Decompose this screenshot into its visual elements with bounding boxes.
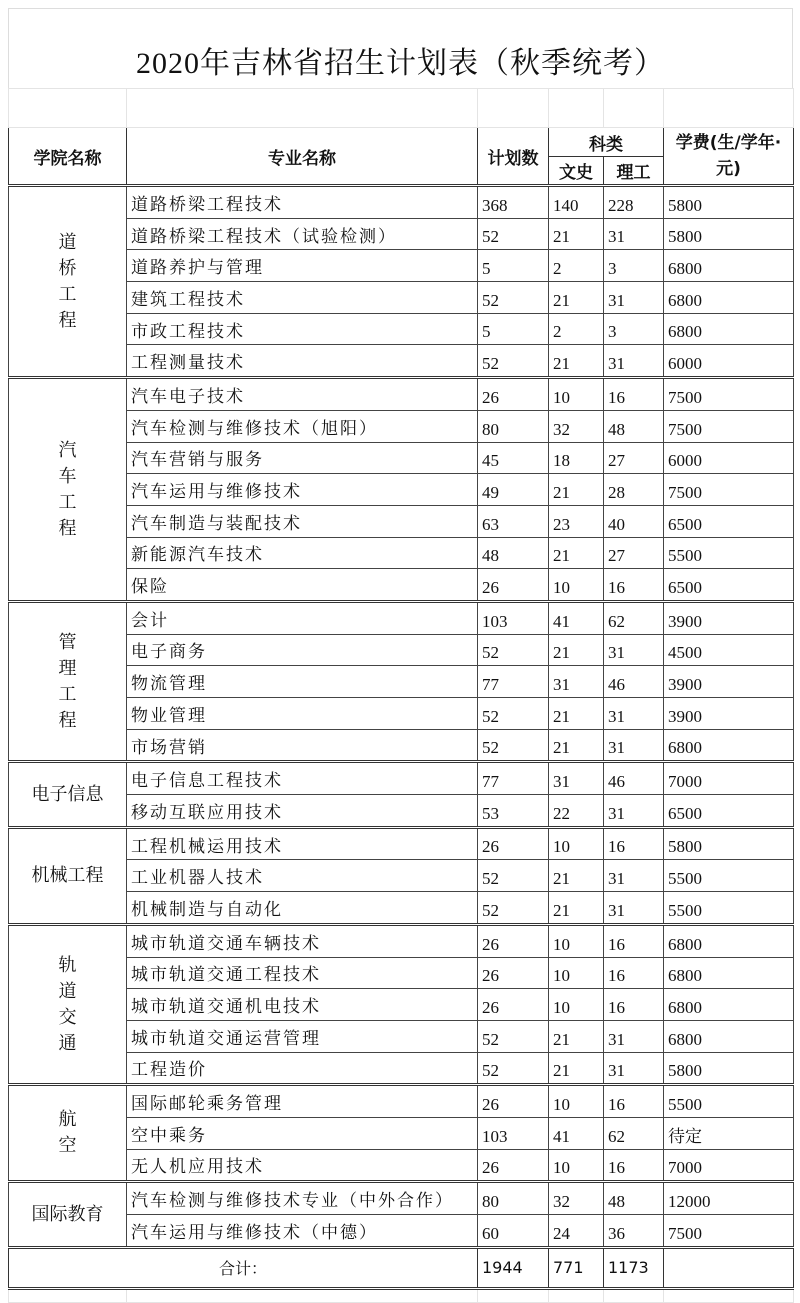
cell[interactable] [478, 1288, 549, 1302]
major-name[interactable]: 建筑工程技术 [127, 282, 478, 314]
major-name[interactable]: 道路养护与管理 [127, 250, 478, 282]
liberal-count[interactable]: 21 [549, 698, 604, 730]
liberal-count[interactable]: 10 [549, 569, 604, 602]
science-count[interactable]: 48 [604, 1182, 664, 1215]
major-name[interactable]: 汽车制造与装配技术 [127, 505, 478, 537]
major-name[interactable]: 物流管理 [127, 666, 478, 698]
science-count[interactable]: 16 [604, 1085, 664, 1118]
liberal-count[interactable]: 41 [549, 601, 604, 634]
tuition[interactable]: 5800 [664, 827, 794, 860]
plan-count[interactable]: 45 [478, 442, 549, 474]
science-count[interactable]: 31 [604, 282, 664, 314]
total-plan[interactable]: 1944 [478, 1247, 549, 1288]
table-row [9, 634, 794, 666]
liberal-count[interactable]: 32 [549, 1182, 604, 1215]
plan-count[interactable]: 77 [478, 762, 549, 795]
science-count[interactable]: 36 [604, 1215, 664, 1248]
total-row [9, 1247, 794, 1288]
liberal-count[interactable]: 21 [549, 634, 604, 666]
total-tuition[interactable] [664, 1247, 794, 1288]
plan-count[interactable]: 26 [478, 1085, 549, 1118]
header-tuition[interactable]: 学费(生/学年·元) [664, 128, 794, 186]
plan-count[interactable]: 53 [478, 795, 549, 828]
liberal-count[interactable]: 21 [549, 892, 604, 925]
major-name[interactable]: 市政工程技术 [127, 313, 478, 345]
liberal-count[interactable]: 21 [549, 282, 604, 314]
table-row [9, 345, 794, 378]
plan-count[interactable]: 5 [478, 313, 549, 345]
major-name[interactable]: 市场营销 [127, 729, 478, 762]
header-row [9, 128, 794, 157]
table-row [9, 1085, 794, 1118]
table-row [9, 989, 794, 1021]
liberal-count[interactable]: 22 [549, 795, 604, 828]
science-count[interactable]: 28 [604, 474, 664, 506]
liberal-count[interactable]: 21 [549, 345, 604, 378]
header-major[interactable]: 专业名称 [127, 128, 478, 186]
cell[interactable] [549, 89, 604, 128]
major-name[interactable]: 汽车运用与维修技术（中德） [127, 1215, 478, 1248]
cell[interactable] [127, 1288, 478, 1302]
table-row [9, 795, 794, 828]
major-name[interactable]: 城市轨道交通车辆技术 [127, 924, 478, 957]
tuition[interactable]: 5500 [664, 1085, 794, 1118]
science-count[interactable]: 31 [604, 860, 664, 892]
tuition[interactable]: 7500 [664, 410, 794, 442]
science-count[interactable]: 31 [604, 1020, 664, 1052]
plan-count[interactable]: 52 [478, 282, 549, 314]
major-name[interactable]: 新能源汽车技术 [127, 537, 478, 569]
plan-count[interactable]: 63 [478, 505, 549, 537]
tuition[interactable]: 7500 [664, 378, 794, 411]
plan-count[interactable]: 52 [478, 729, 549, 762]
header-category[interactable]: 科类 [549, 128, 664, 157]
tuition[interactable]: 7000 [664, 1149, 794, 1182]
major-name[interactable]: 汽车运用与维修技术 [127, 474, 478, 506]
table-body [9, 186, 794, 1248]
cell[interactable] [9, 89, 127, 128]
liberal-count[interactable]: 10 [549, 989, 604, 1021]
blank-row [9, 1288, 794, 1302]
liberal-count[interactable]: 21 [549, 729, 604, 762]
header-plan[interactable]: 计划数 [478, 128, 549, 186]
table-row [9, 186, 794, 219]
table-row [9, 1149, 794, 1182]
science-count[interactable]: 3 [604, 313, 664, 345]
table-row [9, 1020, 794, 1052]
table-row [9, 1117, 794, 1149]
header-science[interactable]: 理工 [604, 157, 664, 186]
plan-count[interactable]: 80 [478, 410, 549, 442]
science-count[interactable]: 3 [604, 250, 664, 282]
table-row [9, 601, 794, 634]
science-count[interactable]: 40 [604, 505, 664, 537]
plan-count[interactable]: 52 [478, 634, 549, 666]
tuition[interactable]: 6500 [664, 569, 794, 602]
liberal-count[interactable]: 24 [549, 1215, 604, 1248]
tuition[interactable]: 7000 [664, 762, 794, 795]
science-count[interactable]: 16 [604, 827, 664, 860]
college-name[interactable]: 道桥工程 [9, 186, 127, 378]
science-count[interactable]: 16 [604, 1149, 664, 1182]
liberal-count[interactable]: 21 [549, 1052, 604, 1085]
tuition[interactable]: 4500 [664, 634, 794, 666]
liberal-count[interactable]: 10 [549, 957, 604, 989]
plan-count[interactable]: 48 [478, 537, 549, 569]
cell[interactable] [604, 1288, 664, 1302]
cell[interactable] [549, 1288, 604, 1302]
table-row [9, 250, 794, 282]
table-row [9, 666, 794, 698]
tuition[interactable]: 5500 [664, 892, 794, 925]
science-count[interactable]: 31 [604, 345, 664, 378]
tuition[interactable]: 5500 [664, 537, 794, 569]
table-row [9, 729, 794, 762]
major-name[interactable]: 城市轨道交通机电技术 [127, 989, 478, 1021]
science-count[interactable]: 46 [604, 666, 664, 698]
tuition[interactable]: 6000 [664, 345, 794, 378]
science-count[interactable]: 27 [604, 442, 664, 474]
liberal-count[interactable]: 10 [549, 1149, 604, 1182]
college-name[interactable]: 轨道交通 [9, 924, 127, 1084]
major-name[interactable]: 电子信息工程技术 [127, 762, 478, 795]
major-name[interactable]: 汽车营销与服务 [127, 442, 478, 474]
liberal-count[interactable]: 21 [549, 860, 604, 892]
science-count[interactable]: 228 [604, 186, 664, 219]
major-name[interactable]: 道路桥梁工程技术（试验检测） [127, 218, 478, 250]
major-name[interactable]: 空中乘务 [127, 1117, 478, 1149]
liberal-count[interactable]: 41 [549, 1117, 604, 1149]
major-name[interactable]: 城市轨道交通工程技术 [127, 957, 478, 989]
science-count[interactable]: 62 [604, 1117, 664, 1149]
plan-count[interactable]: 26 [478, 569, 549, 602]
table-row [9, 827, 794, 860]
liberal-count[interactable]: 21 [549, 1020, 604, 1052]
plan-count[interactable]: 49 [478, 474, 549, 506]
liberal-count[interactable]: 10 [549, 1085, 604, 1118]
major-name[interactable]: 工业机器人技术 [127, 860, 478, 892]
science-count[interactable]: 31 [604, 698, 664, 730]
plan-count[interactable]: 5 [478, 250, 549, 282]
table-row [9, 924, 794, 957]
tuition[interactable]: 7500 [664, 1215, 794, 1248]
science-count[interactable]: 31 [604, 218, 664, 250]
tuition[interactable]: 3900 [664, 666, 794, 698]
tuition[interactable]: 12000 [664, 1182, 794, 1215]
college-name[interactable]: 管理工程 [9, 601, 127, 761]
science-count[interactable]: 31 [604, 729, 664, 762]
tuition[interactable]: 6000 [664, 442, 794, 474]
tuition[interactable]: 6800 [664, 957, 794, 989]
tuition[interactable]: 5800 [664, 1052, 794, 1085]
table-row [9, 569, 794, 602]
tuition[interactable]: 6800 [664, 924, 794, 957]
major-name[interactable]: 工程测量技术 [127, 345, 478, 378]
total-liberal[interactable]: 771 [549, 1247, 604, 1288]
page-title: 2020年吉林省招生计划表（秋季统考） [8, 8, 793, 88]
tuition[interactable]: 5500 [664, 860, 794, 892]
science-count[interactable]: 46 [604, 762, 664, 795]
science-count[interactable]: 27 [604, 537, 664, 569]
science-count[interactable]: 31 [604, 892, 664, 925]
cell[interactable] [664, 1288, 794, 1302]
plan-count[interactable]: 26 [478, 924, 549, 957]
total-science[interactable]: 1173 [604, 1247, 664, 1288]
plan-count[interactable]: 26 [478, 957, 549, 989]
liberal-count[interactable]: 18 [549, 442, 604, 474]
science-count[interactable]: 31 [604, 1052, 664, 1085]
liberal-count[interactable]: 10 [549, 924, 604, 957]
major-name[interactable]: 城市轨道交通运营管理 [127, 1020, 478, 1052]
science-count[interactable]: 16 [604, 989, 664, 1021]
major-name[interactable]: 汽车检测与维修技术（旭阳） [127, 410, 478, 442]
plan-count[interactable]: 52 [478, 860, 549, 892]
header-college[interactable]: 学院名称 [9, 128, 127, 186]
college-name[interactable]: 国际教育 [9, 1182, 127, 1247]
tuition[interactable]: 5800 [664, 186, 794, 219]
tuition[interactable]: 6500 [664, 505, 794, 537]
table-row [9, 698, 794, 730]
tuition[interactable]: 6800 [664, 989, 794, 1021]
plan-count[interactable]: 103 [478, 1117, 549, 1149]
science-count[interactable]: 31 [604, 634, 664, 666]
major-name[interactable]: 移动互联应用技术 [127, 795, 478, 828]
table-row [9, 762, 794, 795]
plan-count[interactable]: 26 [478, 378, 549, 411]
table-row [9, 1052, 794, 1085]
plan-count[interactable]: 52 [478, 1052, 549, 1085]
cell[interactable] [127, 89, 478, 128]
tuition[interactable]: 7500 [664, 474, 794, 506]
enrollment-table [8, 88, 794, 1303]
major-name[interactable]: 电子商务 [127, 634, 478, 666]
science-count[interactable]: 16 [604, 957, 664, 989]
liberal-count[interactable]: 21 [549, 474, 604, 506]
science-count[interactable]: 16 [604, 378, 664, 411]
plan-count[interactable]: 368 [478, 186, 549, 219]
table-row [9, 1215, 794, 1248]
tuition[interactable]: 待定 [664, 1117, 794, 1149]
plan-count[interactable]: 52 [478, 698, 549, 730]
liberal-count[interactable]: 21 [549, 218, 604, 250]
table-row [9, 1182, 794, 1215]
college-name[interactable]: 航空 [9, 1085, 127, 1182]
header-liberal[interactable]: 文史 [549, 157, 604, 186]
table-row [9, 474, 794, 506]
tuition[interactable]: 6800 [664, 250, 794, 282]
table-row [9, 505, 794, 537]
science-count[interactable]: 16 [604, 569, 664, 602]
major-name[interactable]: 机械制造与自动化 [127, 892, 478, 925]
plan-count[interactable]: 103 [478, 601, 549, 634]
liberal-count[interactable]: 31 [549, 762, 604, 795]
science-count[interactable]: 62 [604, 601, 664, 634]
cell[interactable] [478, 89, 549, 128]
table-row [9, 410, 794, 442]
major-name[interactable]: 会计 [127, 601, 478, 634]
tuition[interactable]: 6800 [664, 282, 794, 314]
table-row [9, 957, 794, 989]
science-count[interactable]: 16 [604, 924, 664, 957]
plan-count[interactable]: 52 [478, 345, 549, 378]
tuition[interactable]: 6800 [664, 313, 794, 345]
table-row [9, 218, 794, 250]
tuition[interactable]: 6500 [664, 795, 794, 828]
table-row [9, 892, 794, 925]
major-name[interactable]: 无人机应用技术 [127, 1149, 478, 1182]
liberal-count[interactable]: 32 [549, 410, 604, 442]
college-name[interactable]: 汽车工程 [9, 378, 127, 602]
tuition[interactable]: 6800 [664, 1020, 794, 1052]
tuition[interactable]: 3900 [664, 601, 794, 634]
table-row [9, 442, 794, 474]
liberal-count[interactable]: 31 [549, 666, 604, 698]
liberal-count[interactable]: 10 [549, 827, 604, 860]
plan-count[interactable]: 26 [478, 827, 549, 860]
table-row [9, 537, 794, 569]
plan-count[interactable]: 26 [478, 1149, 549, 1182]
major-name[interactable]: 道路桥梁工程技术 [127, 186, 478, 219]
table-row [9, 282, 794, 314]
plan-count[interactable]: 26 [478, 989, 549, 1021]
liberal-count[interactable]: 2 [549, 250, 604, 282]
liberal-count[interactable]: 10 [549, 378, 604, 411]
college-name[interactable]: 电子信息 [9, 762, 127, 827]
plan-count[interactable]: 80 [478, 1182, 549, 1215]
major-name[interactable]: 工程造价 [127, 1052, 478, 1085]
liberal-count[interactable]: 2 [549, 313, 604, 345]
plan-count[interactable]: 52 [478, 1020, 549, 1052]
major-name[interactable]: 工程机械运用技术 [127, 827, 478, 860]
major-name[interactable]: 汽车电子技术 [127, 378, 478, 411]
tuition[interactable]: 5800 [664, 218, 794, 250]
plan-count[interactable]: 52 [478, 892, 549, 925]
liberal-count[interactable]: 21 [549, 537, 604, 569]
tuition[interactable]: 6800 [664, 729, 794, 762]
science-count[interactable]: 48 [604, 410, 664, 442]
college-name[interactable]: 机械工程 [9, 827, 127, 924]
cell[interactable] [9, 1288, 127, 1302]
liberal-count[interactable]: 140 [549, 186, 604, 219]
cell[interactable] [664, 89, 794, 128]
table-row [9, 313, 794, 345]
major-name[interactable]: 保险 [127, 569, 478, 602]
table-row [9, 378, 794, 411]
major-name[interactable]: 物业管理 [127, 698, 478, 730]
plan-count[interactable]: 60 [478, 1215, 549, 1248]
plan-count[interactable]: 52 [478, 218, 549, 250]
science-count[interactable]: 31 [604, 795, 664, 828]
table-row [9, 860, 794, 892]
major-name[interactable]: 国际邮轮乘务管理 [127, 1085, 478, 1118]
spreadsheet [8, 8, 793, 1303]
blank-row [9, 89, 794, 128]
total-label[interactable]: 合计： [9, 1247, 478, 1288]
cell[interactable] [604, 89, 664, 128]
tuition[interactable]: 3900 [664, 698, 794, 730]
major-name[interactable]: 汽车检测与维修技术专业（中外合作） [127, 1182, 478, 1215]
liberal-count[interactable]: 23 [549, 505, 604, 537]
plan-count[interactable]: 77 [478, 666, 549, 698]
